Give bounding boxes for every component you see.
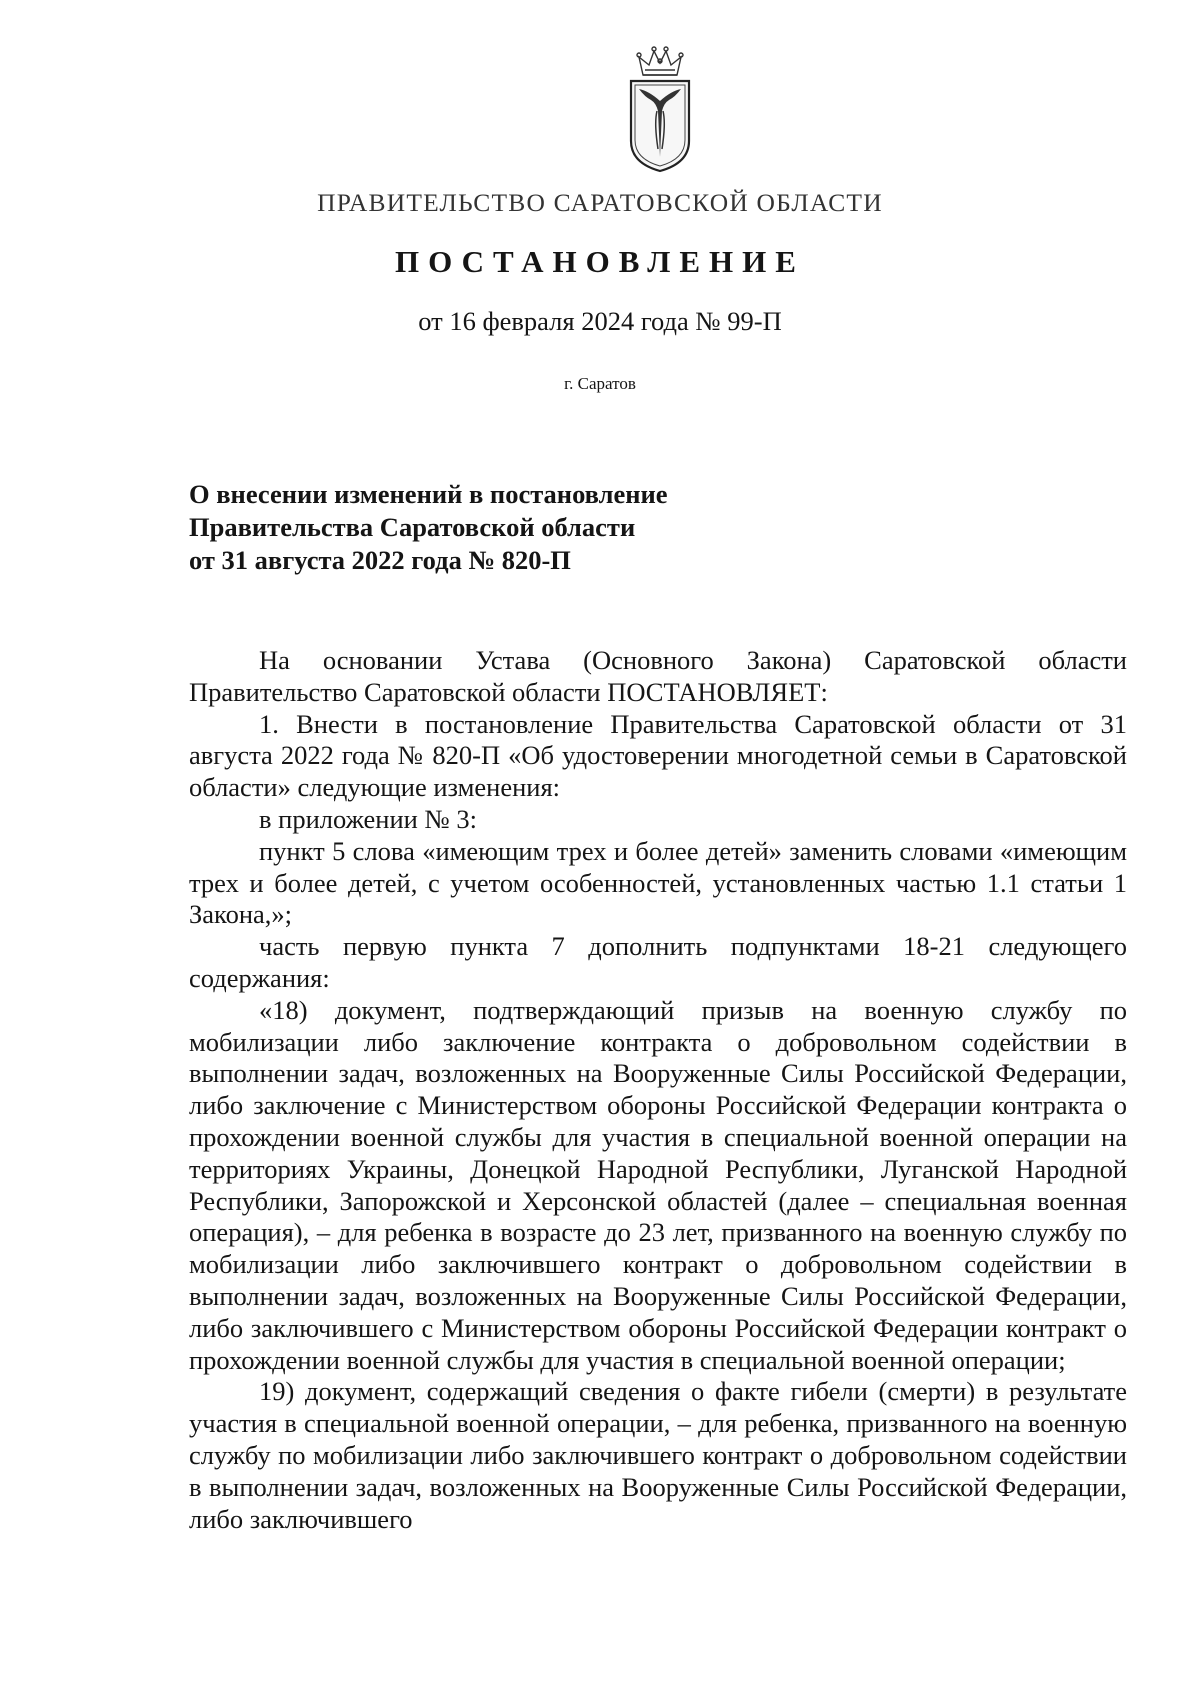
crown-icon	[637, 47, 683, 75]
document-date-number: от 16 февраля 2024 года № 99-П	[418, 306, 782, 336]
body-paragraph: 1. Внести в постановление Правительства Саратовской области от 31 августа 2022 года № 820-П «Об удостоверении многодетной семьи в Саратовской области» следующие изменения:	[189, 708, 1127, 803]
document-body	[189, 645, 1127, 1535]
body-paragraph: На основании Устава (Основного Закона) Саратовской области Правительство Саратовской области ПОСТАНОВЛЯЕТ:	[189, 645, 1127, 707]
subject-line: Правительства Саратовской области	[189, 512, 636, 542]
document-type: ПОСТАНОВЛЕНИЕ	[395, 244, 805, 279]
body-paragraph: «18) документ, подтверждающий призыв на военную службу по мобилизации либо заключение контракта о добровольном содействии в выполнении задач, возложенных на Вооруженные Силы Российской Федерации, либо заключение с Министерством обороны Российской Федерации контракта о прохождении военной службы для участия в специальной военной операции на территориях Украины, Донецкой Народной Республики, Луганской Народной Республики, Запорожской и Херсонской областей (далее – специальная военная операция), – для ребенка в возрасте до 23 лет, призванного на военную службу по мобилизации либо заключившего контракт о добровольном содействии в выполнении задач, возложенных на Вооруженные Силы Российской Федерации, либо заключившего с Министерством обороны Российской Федерации контракт о прохождении военной службы для участия в специальной военной операции;	[189, 994, 1127, 1375]
body-paragraph: 19) документ, содержащий сведения о факте гибели (смерти) в результате участия в специальной военной операции, – для ребенка, призванного на военную службу по мобилизации либо заключившего контракт о добровольном содействии в выполнении задач, возложенных на Вооруженные Силы Российской Федерации, либо заключившего	[189, 1376, 1127, 1534]
body-paragraph: часть первую пункта 7 дополнить подпунктами 18-21 следующего содержания:	[189, 931, 1127, 993]
government-name: ПРАВИТЕЛЬСТВО САРАТОВСКОЙ ОБЛАСТИ	[317, 188, 883, 217]
shield-icon	[631, 81, 689, 171]
subject-line: О внесении изменений в постановление	[189, 479, 668, 509]
coat-of-arms-icon	[627, 45, 693, 173]
subject-line: от 31 августа 2022 года № 820-П	[189, 545, 571, 575]
body-paragraph: в приложении № 3:	[259, 803, 477, 834]
document-subject	[189, 478, 889, 577]
body-paragraph: пункт 5 слова «имеющим трех и более детей» заменить словами «имеющим трех и более детей, с учетом особенностей, установленных частью 1.1 статьи 1 Закона,»;	[189, 835, 1127, 930]
document-city: г. Саратов	[564, 374, 636, 393]
